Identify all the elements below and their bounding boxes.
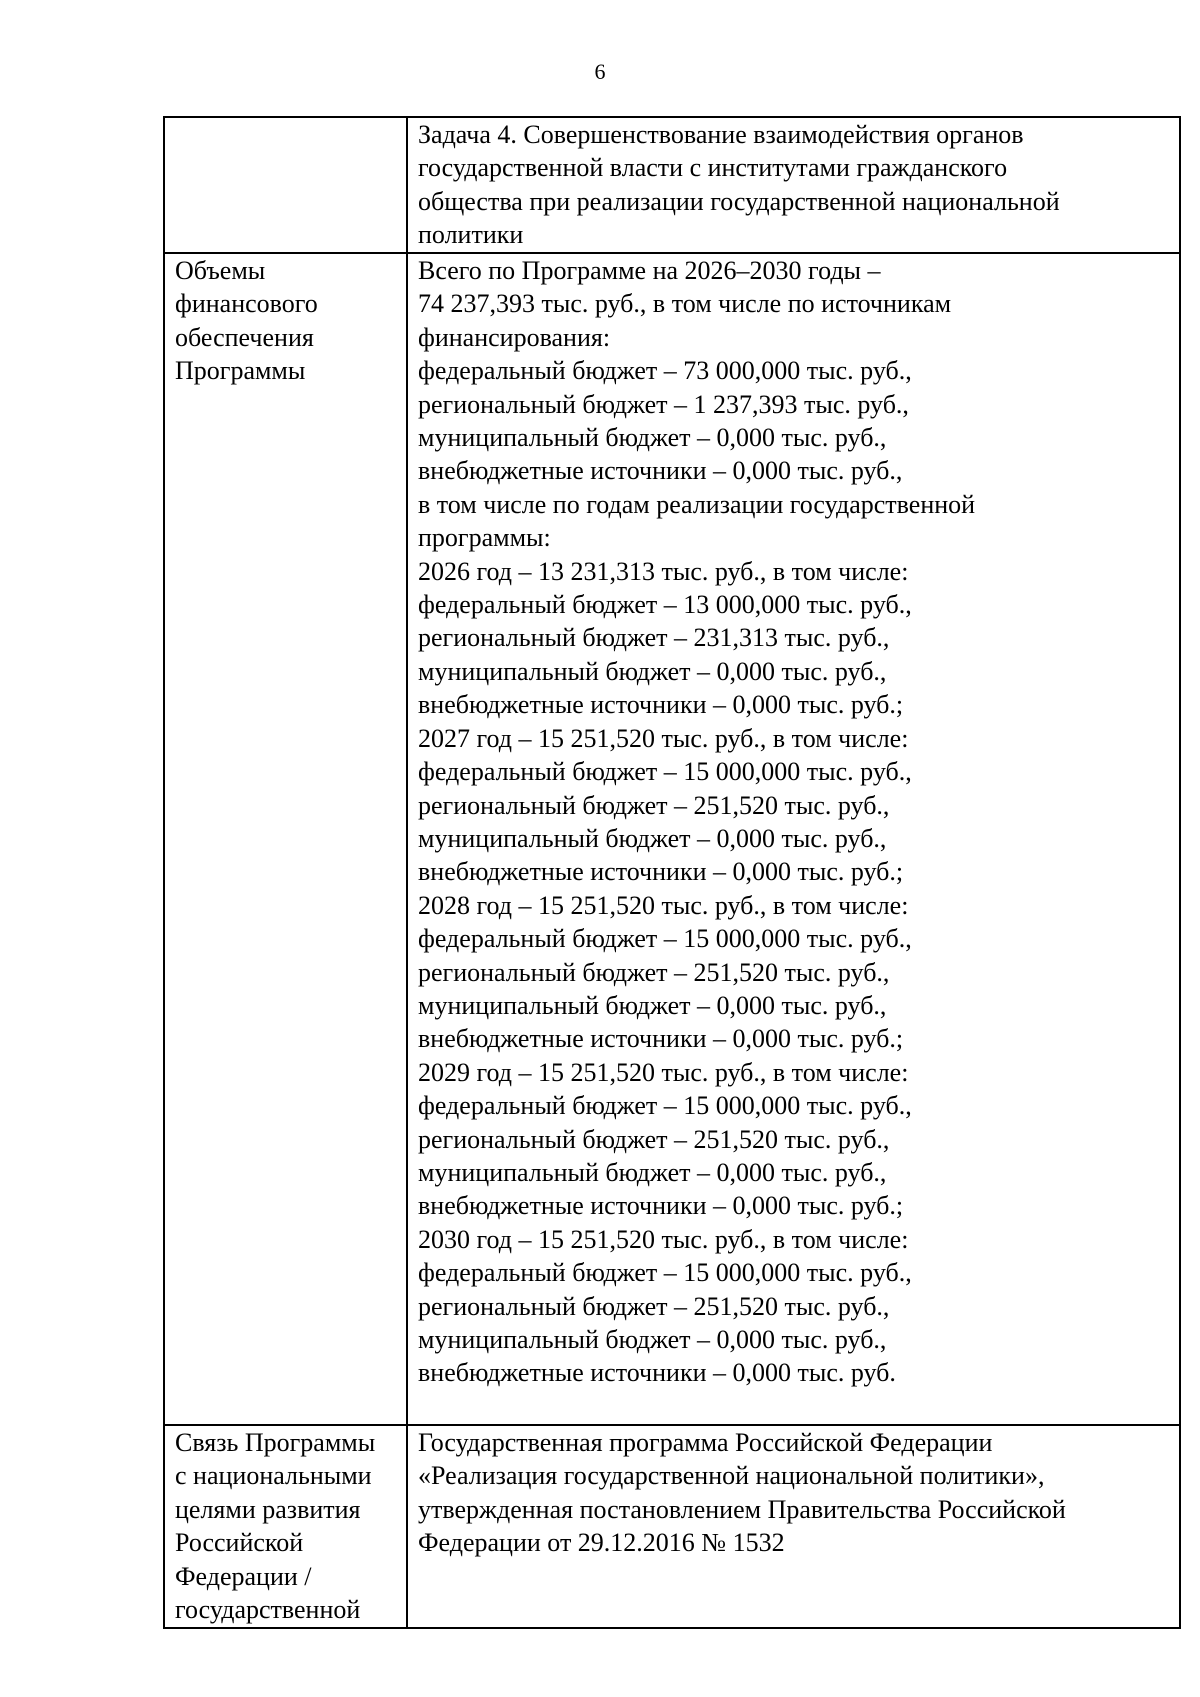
text-line: муниципальный бюджет – 0,000 тыс. руб., <box>418 823 887 853</box>
text-line: государственной <box>175 1595 361 1625</box>
text-line: 74 237,393 тыс. руб., в том числе по источникам <box>418 289 952 319</box>
text-line: 2027 год – 15 251,520 тыс. руб., в том числе: <box>418 723 909 753</box>
content-cell <box>407 117 1180 253</box>
text-line: Объемы <box>175 256 266 285</box>
text-line: региональный бюджет – 251,520 тыс. руб., <box>418 1291 890 1321</box>
text-line: федеральный бюджет – 15 000,000 тыс. руб., <box>418 924 912 954</box>
text-line: Федерации / <box>175 1561 312 1591</box>
text-line: общества при реализации государственной национальной <box>418 186 1060 216</box>
text-line: «Реализация государственной национальной политики», <box>418 1461 1045 1491</box>
text-line: Задача 4. Совершенствование взаимодействия органов <box>418 120 1024 149</box>
text-line: утвержденная постановлением Правительства Российской <box>418 1494 1066 1524</box>
text-line: Федерации от 29.12.2016 № 1532 <box>418 1528 785 1558</box>
text-line: Всего по Программе на 2026–2030 годы – <box>418 256 881 285</box>
label-cell <box>164 1425 407 1628</box>
page-number: 6 <box>594 59 606 84</box>
text-line: федеральный бюджет – 15 000,000 тыс. руб., <box>418 1258 912 1288</box>
label-cell <box>164 117 407 253</box>
program-passport-table <box>163 116 1181 1629</box>
text-line: финансирования: <box>418 322 611 352</box>
label-cell <box>164 253 407 1425</box>
text-line: 2030 год – 15 251,520 тыс. руб., в том числе: <box>418 1224 909 1254</box>
text-line: федеральный бюджет – 15 000,000 тыс. руб., <box>418 757 912 787</box>
text-line: внебюджетные источники – 0,000 тыс. руб.; <box>418 1191 904 1221</box>
text-line: федеральный бюджет – 15 000,000 тыс. руб., <box>418 1091 912 1121</box>
text-line: региональный бюджет – 251,520 тыс. руб., <box>418 1124 890 1154</box>
text-line: в том числе по годам реализации государственной <box>418 489 976 519</box>
text-line: муниципальный бюджет – 0,000 тыс. руб., <box>418 656 887 686</box>
text-line: региональный бюджет – 251,520 тыс. руб., <box>418 957 890 987</box>
text-line: муниципальный бюджет – 0,000 тыс. руб., <box>418 990 887 1020</box>
text-line: муниципальный бюджет – 0,000 тыс. руб., <box>418 423 887 453</box>
text-line: целями развития <box>175 1494 361 1524</box>
text-line: с национальными <box>175 1461 372 1491</box>
table-row-national-goals <box>164 1425 1180 1628</box>
text-line: Связь Программы <box>175 1428 376 1457</box>
text-line: политики <box>418 220 524 250</box>
text-line: 2026 год – 13 231,313 тыс. руб., в том числе: <box>418 556 909 586</box>
text-line: внебюджетные источники – 0,000 тыс. руб.; <box>418 690 904 720</box>
table-row-task-4 <box>164 117 1180 253</box>
table-row-funding <box>164 253 1180 1425</box>
text-line: муниципальный бюджет – 0,000 тыс. руб., <box>418 1157 887 1187</box>
content-cell <box>407 1425 1180 1628</box>
text-line: государственной власти с институтами гражданского <box>418 153 1008 183</box>
text-line: финансового <box>175 289 318 319</box>
text-line: внебюджетные источники – 0,000 тыс. руб.; <box>418 857 904 887</box>
content-cell <box>407 253 1180 1425</box>
text-line: Государственная программа Российской Федерации <box>418 1428 993 1457</box>
text-line: региональный бюджет – 231,313 тыс. руб., <box>418 623 890 653</box>
text-line: региональный бюджет – 1 237,393 тыс. руб., <box>418 389 909 419</box>
text-line: 2028 год – 15 251,520 тыс. руб., в том числе: <box>418 890 909 920</box>
text-line: внебюджетные источники – 0,000 тыс. руб., <box>418 456 903 486</box>
text-line: Программы <box>175 356 306 386</box>
text-line: 2029 год – 15 251,520 тыс. руб., в том числе: <box>418 1057 909 1087</box>
text-line: Российской <box>175 1528 304 1558</box>
text-line: внебюджетные источники – 0,000 тыс. руб.; <box>418 1024 904 1054</box>
text-line: федеральный бюджет – 73 000,000 тыс. руб., <box>418 356 912 386</box>
text-line: внебюджетные источники – 0,000 тыс. руб. <box>418 1358 896 1388</box>
text-line: федеральный бюджет – 13 000,000 тыс. руб., <box>418 590 912 620</box>
text-line: региональный бюджет – 251,520 тыс. руб., <box>418 790 890 820</box>
text-line: программы: <box>418 523 551 553</box>
text-line: муниципальный бюджет – 0,000 тыс. руб., <box>418 1325 887 1354</box>
text-line: обеспечения <box>175 322 314 352</box>
